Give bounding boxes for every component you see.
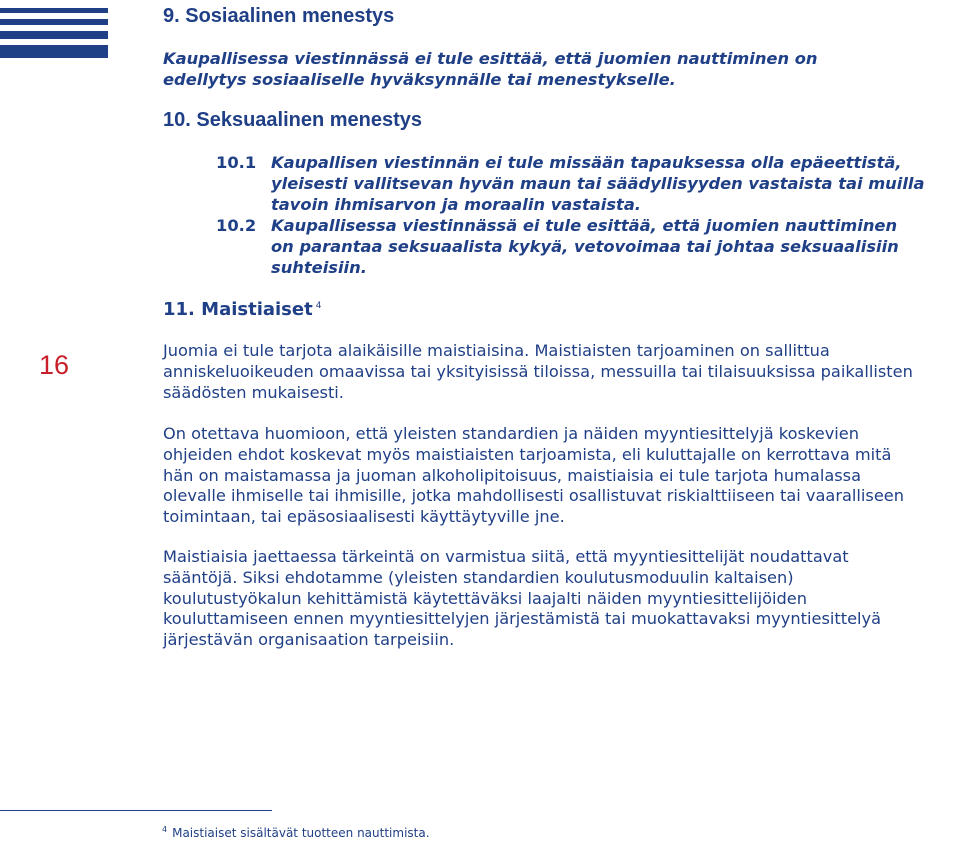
- item-text-line: on parantaa seksuaalista kykyä, vetovoimaa tai johtaa seksuaalisiin: [271, 237, 899, 256]
- item-text-line: Kaupallisen viestinnän ei tule missään tapauksessa olla epäeettistä,: [271, 153, 902, 172]
- paragraph-line: toimintaan, tai epäsosiaalisesti käyttäytyville jne.: [163, 507, 565, 527]
- footnote-number: 4: [162, 825, 168, 834]
- item-text-line: suhteisiin.: [271, 258, 367, 277]
- stripes-logo: [0, 0, 108, 58]
- paragraph-line: ohjeiden ehdot koskevat myös maistiaisten tarjoamista, eli kuluttajalle on kerrottava mitä: [163, 444, 892, 464]
- paragraph-2: [163, 424, 960, 528]
- page-number: 16: [38, 350, 70, 380]
- section-10-heading: 10. Seksuaalinen menestys: [163, 109, 423, 131]
- item-text: [271, 215, 899, 278]
- item-text-line: yleisesti vallitsevan hyvän maun tai säädyllisyyden vastaista tai muilla: [271, 174, 925, 193]
- item-text-line: Kaupallisessa viestinnässä ei tule esittää, että juomien nauttiminen: [271, 216, 898, 235]
- item-number: 10.1: [216, 153, 257, 172]
- paragraph-line: hän on maistamassa ja juoman alkoholipitoisuus, maistiaisia ei tule tarjota humalassa: [163, 465, 862, 485]
- section-9-text-line-2: edellytys sosiaaliselle hyväksynnälle tai menestykselle.: [163, 70, 676, 89]
- list-item-10-1: [216, 152, 925, 215]
- paragraph-line: anniskeluoikeuden omaavissa tai yksityisissä tiloissa, messuilla tai tilaisuuksissa paikallisten: [163, 361, 913, 381]
- paragraph-3: [163, 547, 960, 651]
- paragraph-line: säädösten mukaisesti.: [163, 382, 344, 402]
- footnote-divider: [0, 810, 272, 811]
- footnote: [162, 825, 430, 840]
- paragraph-line: olevalle ihmiselle tai ihmisille, jotka mahdollisesti osallistuvat riskialttiiseen tai vaaralliseen: [163, 486, 905, 506]
- section-11-heading: [163, 299, 321, 320]
- paragraph-1: [163, 341, 960, 403]
- footnote-text: Maistiaiset sisältävät tuotteen nauttimista.: [172, 826, 430, 840]
- section-11-heading-text: 11. Maistiaiset: [163, 299, 313, 320]
- paragraph-line: kouluttamiseen ennen myyntiesittelyjen järjestämistä tai muokattavaksi myyntiesittelyä: [163, 609, 882, 629]
- paragraph-line: On otettava huomioon, että yleisten standardien ja näiden myyntiesittelyjä koskevien: [163, 424, 859, 443]
- list-item-10-2: [216, 215, 899, 278]
- footnote-ref: 4: [315, 301, 322, 311]
- item-number: 10.2: [216, 216, 257, 235]
- paragraph-line: järjestävän organisaation tarpeisiin.: [163, 630, 455, 650]
- paragraph-line: Juomia ei tule tarjota alaikäisille maistiaisina. Maistiaisten tarjoaminen on sallittua: [163, 341, 830, 360]
- paragraph-line: sääntöjä. Siksi ehdotamme (yleisten standardien koulutusmoduulin kaltaisen): [163, 567, 794, 587]
- paragraph-line: Maistiaisia jaettaessa tärkeintä on varmistua siitä, että myyntiesittelijät noudattavat: [163, 547, 849, 566]
- item-text-line: tavoin ihmisarvon ja moraalin vastaista.: [271, 195, 641, 214]
- section-9-text-line-1: Kaupallisessa viestinnässä ei tule esittää, että juomien nauttiminen on: [163, 49, 818, 68]
- section-9-heading: 9. Sosiaalinen menestys: [163, 5, 395, 27]
- paragraph-line: koulutustyökalun kehittämistä käytettäväksi laajalti näiden myyntiesittelijöiden: [163, 588, 807, 608]
- item-text: [271, 152, 925, 215]
